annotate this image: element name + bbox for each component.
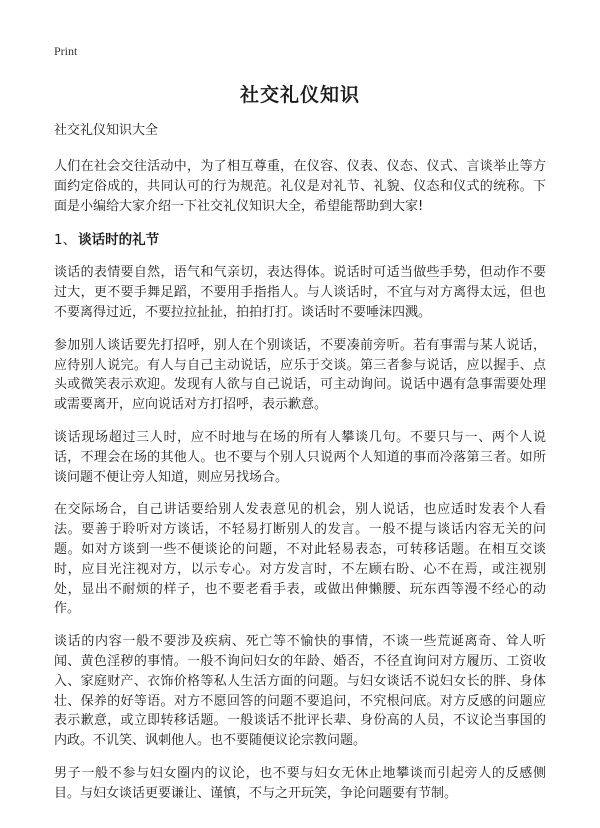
document-title: 社交礼仪知识 [239, 84, 360, 106]
paragraph: 谈话现场超过三人时，应不时地与在场的所有人攀谈几句。不要只与一、两个人说话，不理会在场的其他人。也不要与个别人只说两个人知道的事而冷落第三者。如所谈问题不便让旁人知道，则应另找场合。 [54, 429, 546, 485]
section-number: 1、 [54, 232, 77, 249]
paragraph: 在交际场合，自己讲话要给别人发表意见的机会，别人说话，也应适时发表个人看法。要善于聆听对方谈话，不轻易打断别人的发言。一般不提与谈话内容无关的问题。如对方谈到一些不便谈论的问题，不对此轻易表态，可转移话题。在相互交谈时，应目光注视对方，以示专心。对方发言时，不左顾右盼、心不在焉，或注视别处，显出不耐烦的样子，也不要老看手表，或做出伸懒腰、玩东西等漫不经心的动作。 [54, 502, 546, 617]
print-label: Print [54, 44, 78, 58]
paragraph: 男子一般不参与妇女圈内的议论，也不要与妇女无休止地攀谈而引起旁人的反感侧目。与妇女谈话更要谦让、谨慎，不与之开玩笑，争论问题要有节制。 [54, 765, 546, 801]
paragraph: 谈话的表情要自然，语气和气亲切，表达得体。说话时可适当做些手势，但动作不要过大，更不要手舞足蹈，不要用手指指人。与人谈话时，不宜与对方离得太远，但也不要离得过近，不要拉拉扯扯，拍拍打打。谈话时不要唾沫四溅。 [54, 265, 546, 320]
section-heading [54, 229, 546, 251]
paragraph: 参加别人谈话要先打招呼，别人在个别谈话，不要凑前旁听。若有事需与某人说话，应待别人说完。有人与自己主动说话，应乐于交谈。第三者参与说话，应以握手、点头或微笑表示欢迎。发现有人欲与自己说话，可主动询问。说话中遇有急事需要处理或需要离开，应向说话对方打招呼，表示歉意。 [54, 337, 546, 413]
intro-paragraph: 人们在社会交往活动中，为了相互尊重，在仪容、仪表、仪态、仪式、言谈举止等方面约定俗成的，共同认可的行为规范。礼仪是对礼节、礼貌、仪态和仪式的统称。下面是小编给大家介绍一下社交礼仪知识大全，希望能帮助到大家! [54, 159, 546, 214]
paragraph: 谈话的内容一般不要涉及疾病、死亡等不愉快的事情，不谈一些荒诞离奇、耸人听闻、黄色淫秽的事情。一般不询问妇女的年龄、婚否，不径直询问对方履历、工资收入、家庭财产、衣饰价格等私人生活方面的问题。与妇女谈话不说妇女长的胖、身体壮、保养的好等语。对方不愿回答的问题不要追问，不究根问底。对方反感的问题应表示歉意，或立即转移话题。一般谈话不批评长辈、身份高的人员，不议论当事国的内政。不讥笑、讽刺他人。也不要随便议论宗教问题。 [54, 634, 546, 749]
section-title: 谈话时的礼节 [78, 232, 160, 249]
document-body [54, 120, 546, 817]
document-subtitle: 社交礼仪知识大全 [54, 123, 159, 138]
